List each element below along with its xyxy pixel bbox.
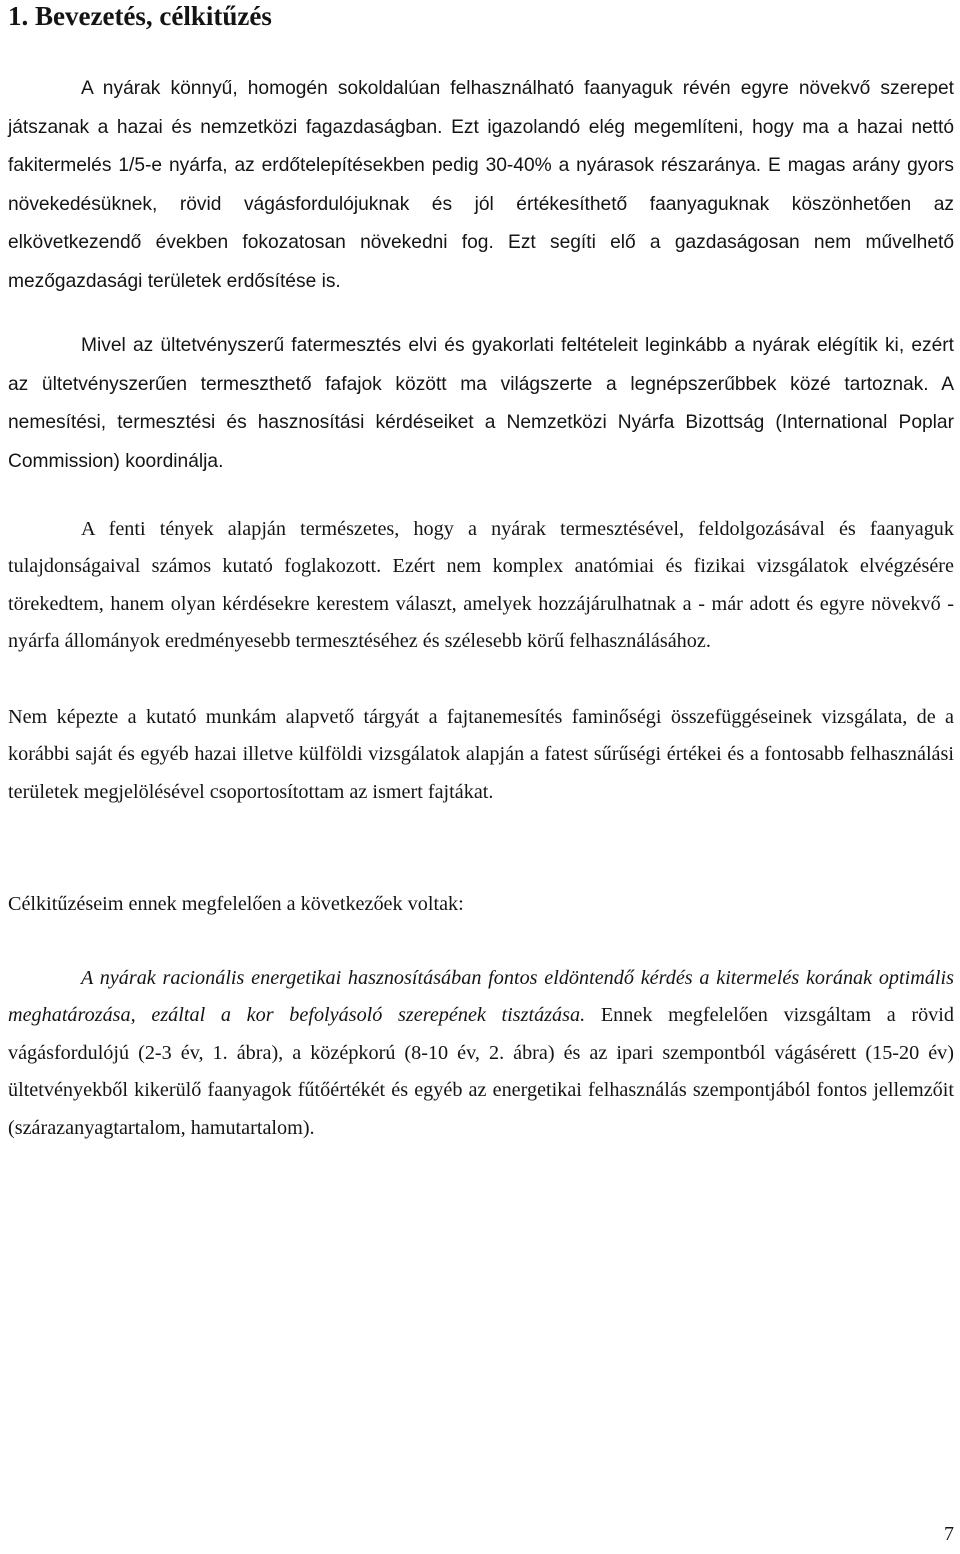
paragraph-objective-energy bbox=[8, 960, 954, 1147]
paragraph-intro: A nyárak könnyű, homogén sokoldalúan felhasználható faanyaguk révén egyre növekvő szerepet játszanak a hazai és nemzetközi fagazdaságban. Ezt igazolandó elég megemlíteni, hogy ma a hazai nettó fakitermelés 1/5-e nyárfa, az erdőtelepítésekben pedig 30-40% a nyárasok részaránya. E magas arány gyors növekedésüknek, rövid vágásfordulójuknak és jól értékesíthető faanyaguknak köszönhetően az elkövetkezendő években fokozatosan növekedni fog. Ezt segíti elő a gazdaságosan nem művelhető mezőgazdasági területek erdősítése is. bbox=[8, 78, 954, 292]
page-number: 7 bbox=[944, 1523, 954, 1545]
paragraph-plantation: Mivel az ültetvényszerű fatermesztés elvi és gyakorlati feltételeit leginkább a nyárak elégítik ki, ezért az ültetvényszerűen termeszthető fafajok között ma világszerte a legnépszerűbbek közé tartoznak. A nemesítési, termesztési és hasznosítási kérdéseiket a Nemzetközi Nyárfa Bizottság (International Poplar Commission) koordinálja. bbox=[8, 335, 954, 472]
paragraph-objectives-intro: Célkitűzéseim ennek megfelelően a következőek voltak: bbox=[8, 893, 464, 915]
objective-emphasis: A nyárak racionális energetikai hasznosításában fontos eldöntendő kérdés a kitermelés korának optimális meghatározása, ezáltal a kor befolyásoló szerepének tisztázása. bbox=[8, 967, 954, 1027]
objective-details: Ennek megfelelően vizsgáltam a rövid vágásfordulójú (2-3 év, 1. ábra), a középkorú (8-10 év, 2. ábra) és az ipari szempontból vágásérett (15-20 év) ültetvényekből kikerülő faanyagok fűtőértékét és egyéb az energetikai felhasználás szempontjából fontos jellemzőit (szárazanyagtartalom, hamutartalom). bbox=[8, 1004, 954, 1139]
paragraph-research-scope: A fenti tények alapján természetes, hogy a nyárak termesztésével, feldolgozásával és faanyaguk tulajdonságaival számos kutató foglakozott. Ezért nem komplex anatómiai és fizikai vizsgálatok elvégzésére törekedtem, hanem olyan kérdésekre kerestem választ, amelyek hozzájárulhatnak a - már adott és egyre növekvő - nyárfa állományok eredményesebb termesztéséhez és szélesebb körű felhasználásához. bbox=[8, 518, 954, 653]
paragraph-grouping: Nem képezte a kutató munkám alapvető tárgyát a fajtanemesítés faminőségi összefüggéseinek vizsgálata, de a korábbi saját és egyéb hazai illetve külföldi vizsgálatok alapján a fatest sűrűségi értékei és a fontosabb felhasználási területek megjelölésével csoportosítottam az ismert fajtákat. bbox=[8, 706, 954, 803]
section-heading: 1. Bevezetés, célkitűzés bbox=[8, 1, 272, 31]
